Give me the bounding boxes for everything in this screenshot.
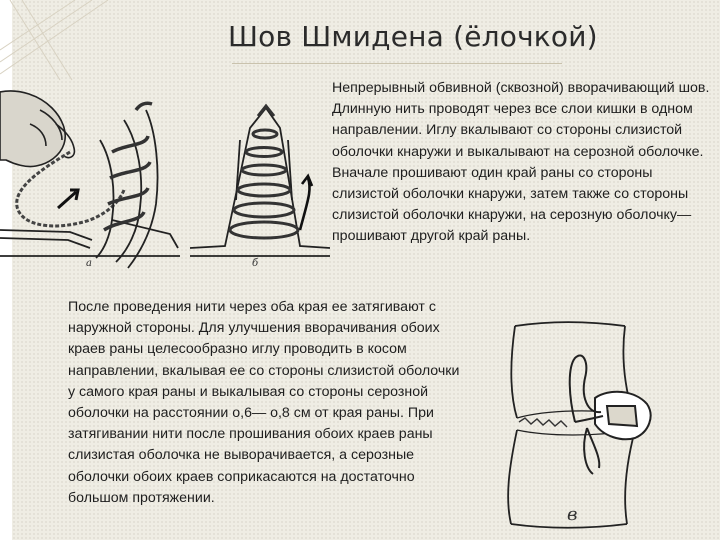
corner-decoration <box>0 0 110 90</box>
figure-letter-v: в <box>567 504 578 525</box>
description-paragraph-1: Непрерывный обвивной (сквозной) вворачивающий шов. Длинную нить проводят через все слои кишки в одном направлении. Иглу вкалывают со стороны слизистой оболочки кнаружи и выкалывают на серозной оболочке. Вначале прошивают один край раны со стороны слизистой оболочки кнаружи, затем также со стороны слизистой оболочки кнаружи, на серозную оболочку—прошивают другой край раны. <box>332 80 710 245</box>
figure-letter-b: б <box>252 258 259 269</box>
slide-title: Шов Шмидена (ёлочкой) <box>228 20 598 53</box>
suture-illustration-ab <box>0 80 330 280</box>
figure-letter-a: а <box>86 258 92 269</box>
suture-illustration-v <box>475 318 680 530</box>
title-underline <box>232 63 562 64</box>
description-paragraph-2: После проведения нити через оба края ее затягивают с наружной стороны. Для улучшения вворачивания обоих краев раны целесообразно иглу проводить в косом направлении, вкалывая ее со стороны слизистой оболочки у самого края раны и выкалывая со стороны серозной оболочки на расстоянии о,6— о,8 см от края раны. При затягивании нити после прошивания обоих краев раны слизистая оболочка не выворачивается, а серозные оболочки обоих краев соприкасаются на достаточно большом протяжении. <box>68 299 460 506</box>
